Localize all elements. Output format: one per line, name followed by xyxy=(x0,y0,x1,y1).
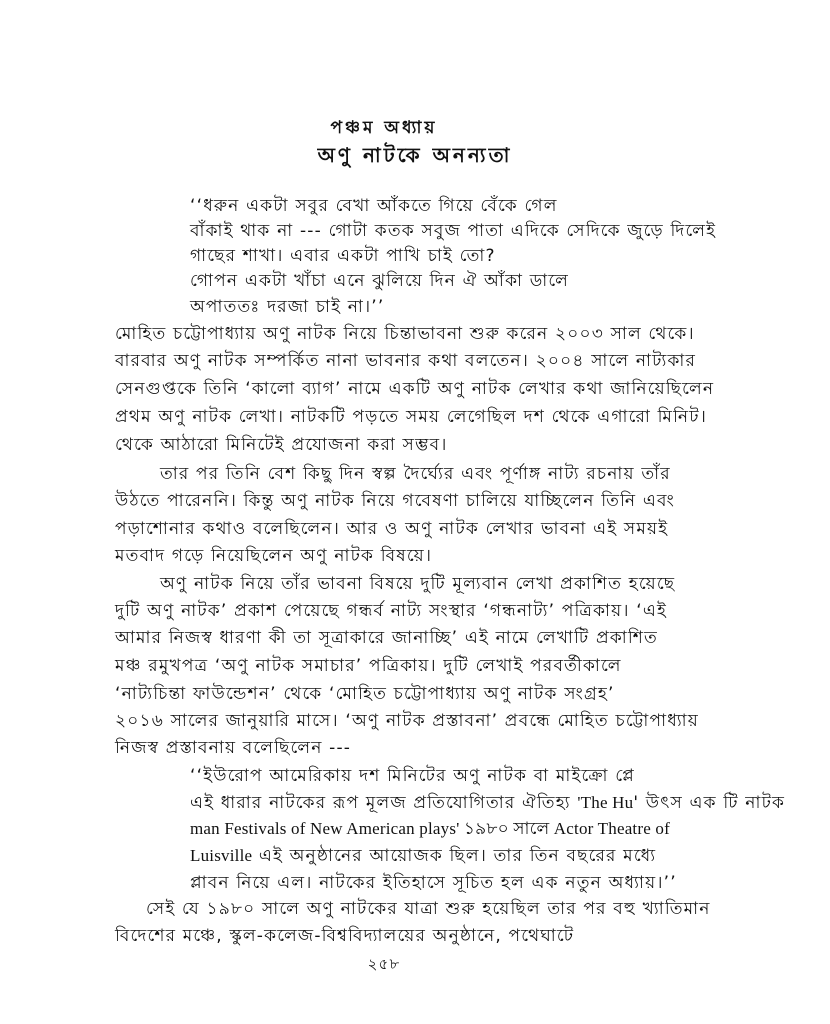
poem-line: গোপন একটা খাঁচা এনে ঝুলিয়ে দিন ঐ আঁকা ডালে xyxy=(190,271,570,291)
chapter-title: অণু নাটকে অনন্যতা xyxy=(317,143,513,167)
paragraph-line: প্রথম অণু নাটক লেখা। নাটকটি পড়তে সময় লেগেছিল দশ থেকে এগারো মিনিট। xyxy=(115,407,708,427)
quote-line xyxy=(190,845,656,867)
paragraph-line: সেই যে ১৯৮০ সালে অণু নাটকের যাত্রা শুরু হয়েছিল তার পর বহু খ্যাতিমান xyxy=(146,899,711,919)
paragraph-line: আমার নিজস্ব ধারণা কী তা সূত্রাকারে জানাচ্ছি’ এই নামে লেখাটি প্রকাশিত xyxy=(115,628,658,648)
paragraph-line: নিজস্ব প্রস্তাবনায় বলেছিলেন --- xyxy=(115,738,352,758)
paragraph-line: বিদেশের মঞ্চে, স্কুল-কলেজ-বিশ্ববিদ্যালয়ের অনুষ্ঠানে, পথেঘাটে xyxy=(115,926,575,946)
paragraph-line: থেকে আঠারো মিনিটেই প্রযোজনা করা সম্ভব। xyxy=(115,435,448,455)
poem-line: ‘‘ধরুন একটা সবুর বেখা আঁকতে গিয়ে বেঁকে গেল xyxy=(190,196,558,216)
page-number: ২৫৮ xyxy=(367,955,401,973)
paragraph-line: সেনগুপ্তকে তিনি ‘কালো ব্যাগ’ নামে একটি অণু নাটক লেখার কথা জানিয়েছিলেন xyxy=(115,379,715,399)
paragraph-line: তার পর তিনি বেশ কিছু দিন স্বল্প দৈর্ঘ্যের এবং পূর্ণাঙ্গ নাট্য রচনায় তাঁর xyxy=(160,464,671,484)
paragraph-line: বারবার অণু নাটক সম্পর্কিত নানা ভাবনার কথা বলতেন। ২০০৪ সালে নাট্যকার xyxy=(115,351,697,371)
quote-text: এই ধারার নাটকের রূপ মূলজ প্রতিযোগিতার ঐতিহ্য xyxy=(190,793,578,813)
quote-text: ' উৎস এক টি নাটক xyxy=(633,793,786,813)
paragraph-line: মোহিত চট্টোপাধ্যায় অণু নাটক নিয়ে চিন্তাভাবনা শুরু করেন ২০০৩ সাল থেকে। xyxy=(115,324,695,344)
quote-line: প্লাবন নিয়ে এল। নাটকের ইতিহাসে সূচিত হল এক নতুন অধ্যায়।’’ xyxy=(190,873,677,893)
quote-line: ‘‘ইউরোপ আমেরিকায় দশ মিনিটের অণু নাটক বা মাইক্রো প্লে xyxy=(190,766,635,786)
paragraph-line: মঞ্চ রমুখপত্র ‘অণু নাটক সমাচার’ পত্রিকায়। দুটি লেখাই পরবর্তীকালে xyxy=(115,656,622,676)
poem-line: বাঁকাই থাক না --- গোটা কতক সবুজ পাতা এদিকে সেদিকে জুড়ে দিলেই xyxy=(190,221,717,241)
paragraph-line: ২০১৬ সালের জানুয়ারি মাসে। ‘অণু নাটক প্রস্তাবনা’ প্রবন্ধে মোহিত চট্টোপাধ্যায় xyxy=(115,711,700,731)
poem-line: গাছের শাখা। এবার একটা পাখি চাই তো? xyxy=(190,246,496,266)
paragraph-line: দুটি অণু নাটক’ প্রকাশ পেয়েছে গন্ধর্ব নাট্য সংস্থার ‘গন্ধনাট্য’ পত্রিকায়। ‘এই xyxy=(115,601,668,621)
paragraph-line: উঠতে পারেননি। কিন্তু অণু নাটক নিয়ে গবেষণা চালিয়ে যাচ্ছিলেন তিনি এবং xyxy=(115,491,675,511)
quote-line xyxy=(190,792,785,814)
quote-text: এই অনুষ্ঠানের আয়োজক ছিল। তার তিন বছরের মধ্যে xyxy=(252,846,657,866)
paragraph-line: অণু নাটক নিয়ে তাঁর ভাবনা বিষয়ে দুটি মূল্যবান লেখা প্রকাশিত হয়েছে xyxy=(160,574,676,594)
poem-line: অপাততঃ দরজা চাই না।’’ xyxy=(190,297,385,317)
chapter-label: পঞ্চম অধ্যায় xyxy=(330,118,438,138)
paragraph-line: পড়াশোনার কথাও বলেছিলেন। আর ও অণু নাটক লেখার ভাবনা এই সময়ই xyxy=(115,519,669,539)
quote-line: man Festivals of New American plays' ১৯৮০ সালে Actor Theatre of xyxy=(190,819,670,838)
paragraph-line: ‘নাট্যচিন্তা ফাউন্ডেশন’ থেকে ‘মোহিত চট্টোপাধ্যায় অণু নাটক সংগ্রহ’ xyxy=(115,684,615,704)
paragraph-line: মতবাদ গড়ে নিয়েছিলেন অণু নাটক বিষয়ে। xyxy=(115,546,433,566)
quote-text-latin: Luisville xyxy=(190,846,253,865)
quote-text-latin: 'The Hu xyxy=(577,793,634,812)
